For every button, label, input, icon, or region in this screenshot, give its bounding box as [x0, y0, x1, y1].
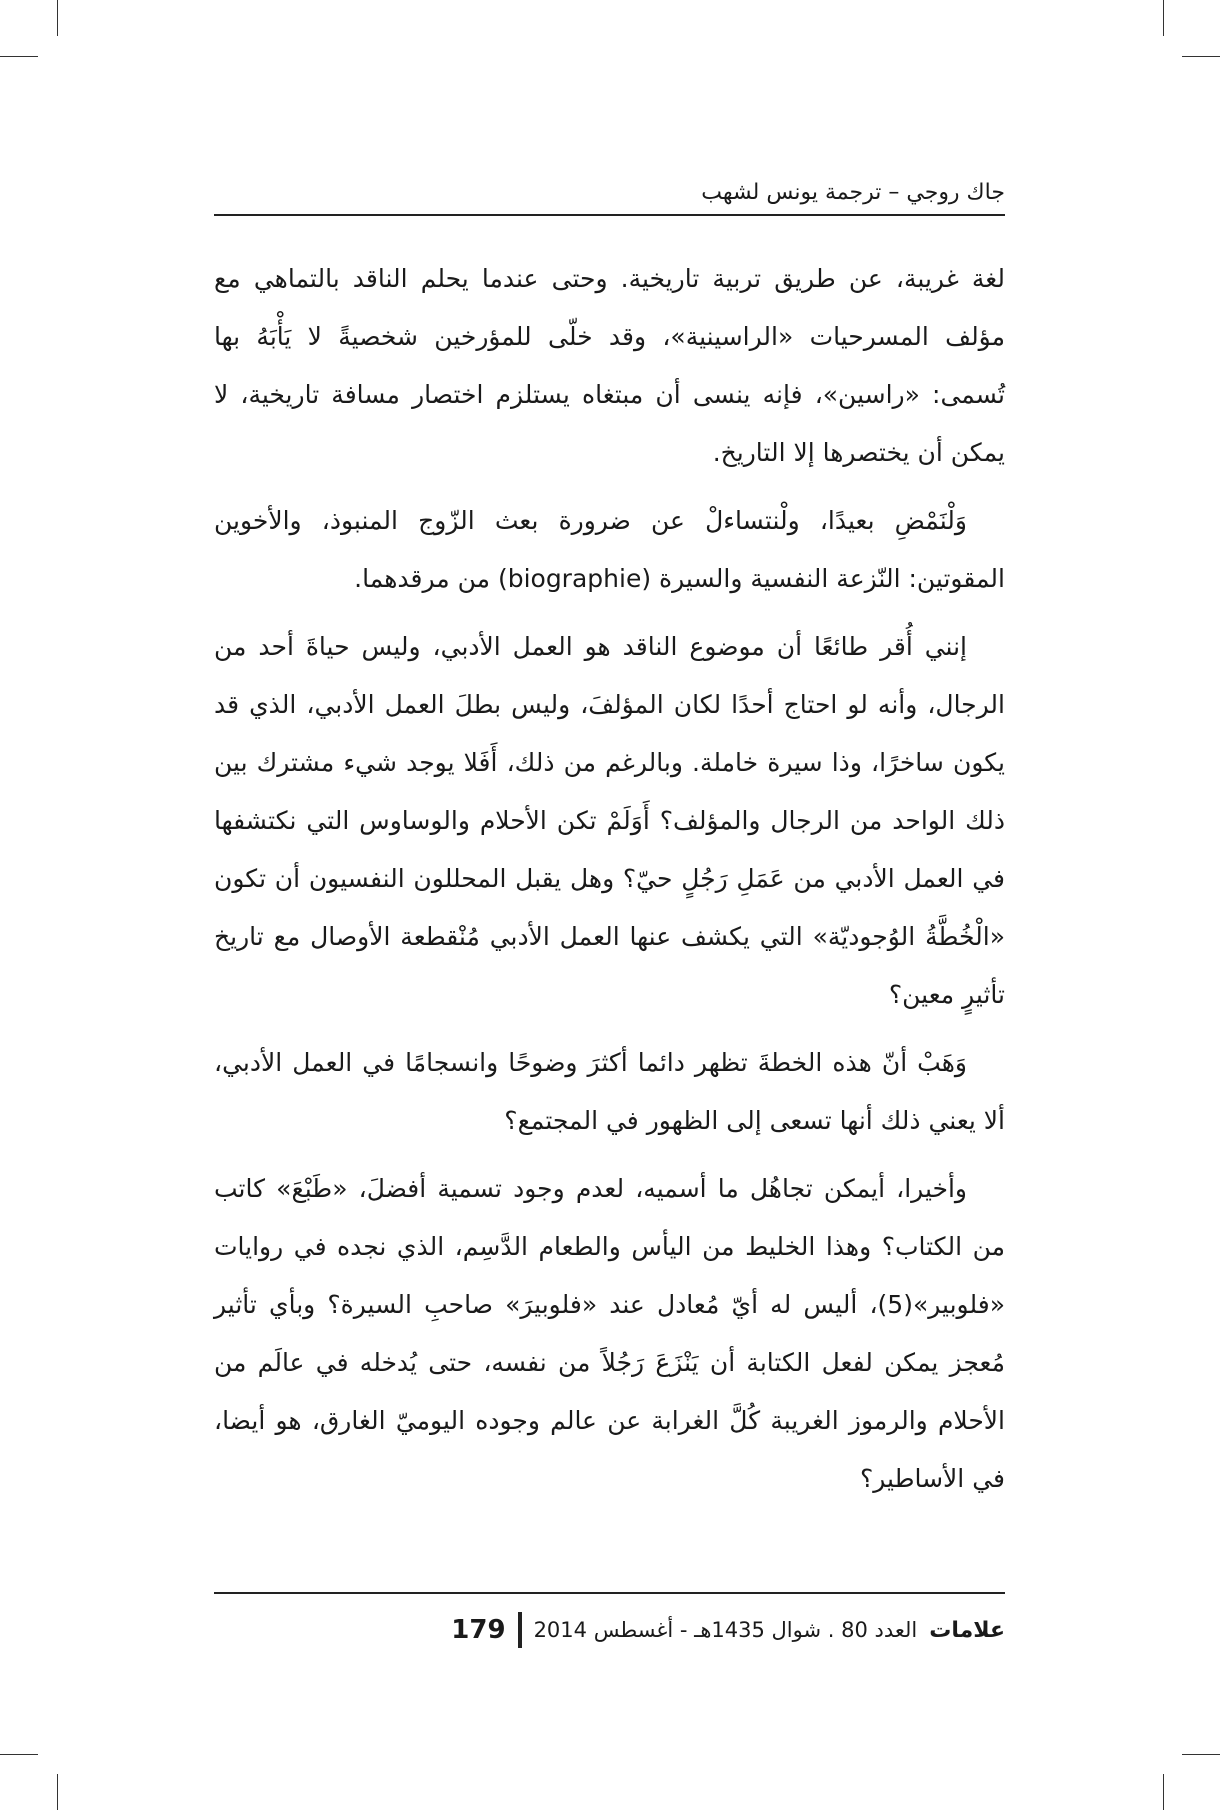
issue-info: العدد 80 . شوال 1435هـ - أغسطس 2014: [533, 1618, 918, 1642]
page-number: 179: [451, 1615, 506, 1645]
footer-separator: [518, 1612, 522, 1648]
crop-mark: [0, 56, 38, 57]
journal-name: علامات: [929, 1617, 1005, 1643]
running-header: [214, 172, 1005, 216]
page-footer: [214, 1604, 1005, 1656]
crop-mark: [1182, 1754, 1220, 1755]
paragraph: لغة غريبة، عن طريق تربية تاريخية. وحتى عندما يحلم الناقد بالتماهي مع مؤلف المسرحيات «الراسينية»، وقد خلّى للمؤرخين شخصيةً لا يَأْبَهُ بها تُسمى: «راسين»، فإنه ينسى أن مبتغاه يستلزم اختصار مسافة تاريخية، لا يمكن أن يختصرها إلا التاريخ.: [214, 264, 1005, 467]
paragraph: وأخيرا، أيمكن تجاهُل ما أسميه، لعدم وجود تسمية أفضلَ، «طَبْعَ» كاتب من الكتاب؟ وهذا الخليط من اليأس والطعام الدَّسِم، الذي نجده في روايات «فلوبير»(5)، أليس له أيّ مُعادل عند «فلوبيرَ» صاحبِ السيرة؟ وبأي تأثير مُعجز يمكن لفعل الكتابة أن يَنْزَعَ رَجُلاً من نفسه، حتى يُدخله في عالَم من الأحلام والرموز الغريبة كُلَّ الغرابة عن عالم وجوده اليوميّ الغارق، هو أيضا، في الأساطير؟: [214, 1174, 1005, 1493]
running-title: جاك روجي – ترجمة يونس لشهب: [701, 180, 1005, 205]
crop-mark: [57, 1774, 58, 1810]
crop-mark: [1163, 1774, 1164, 1810]
paragraph: إنني أُقر طائعًا أن موضوع الناقد هو العمل الأدبي، وليس حياةَ أحد من الرجال، وأنه لو احتاج أحدًا لكان المؤلفَ، وليس بطلَ العمل الأدبي، الذي قد يكون ساخرًا، وذا سيرة خاملة. وبالرغم من ذلك، أَفَلا يوجد شيء مشترك بين ذلك الواحد من الرجال والمؤلف؟ أَوَلَمْ تكن الأحلام والوساوس التي نكتشفها في العمل الأدبي من عَمَلِ رَجُلٍ حيّ؟ وهل يقبل المحللون النفسيون أن تكون «الْخُطَّةُ الوُجوديّة» التي يكشف عنها العمل الأدبي مُنْقطعة الأوصال مع تاريخ تأثيرٍ معين؟: [214, 632, 1005, 1009]
crop-mark: [57, 0, 58, 36]
crop-mark: [1163, 0, 1164, 36]
footer-rule: [214, 1592, 1005, 1594]
body-text: [214, 250, 1005, 1518]
paragraph: وَلْنَمْضِ بعيدًا، ولْنتساءلْ عن ضرورة بعث الزّوج المنبوذ، والأخوين المقوتين: النّزعة النفسية والسيرة (biographie) من مرقدهما.: [214, 506, 1005, 593]
paragraph: وَهَبْ أنّ هذه الخطةَ تظهر دائما أكثرَ وضوحًا وانسجامًا في العمل الأدبي، ألا يعني ذلك أنها تسعى إلى الظهور في المجتمع؟: [214, 1048, 1005, 1135]
crop-mark: [0, 1754, 38, 1755]
crop-mark: [1182, 56, 1220, 57]
